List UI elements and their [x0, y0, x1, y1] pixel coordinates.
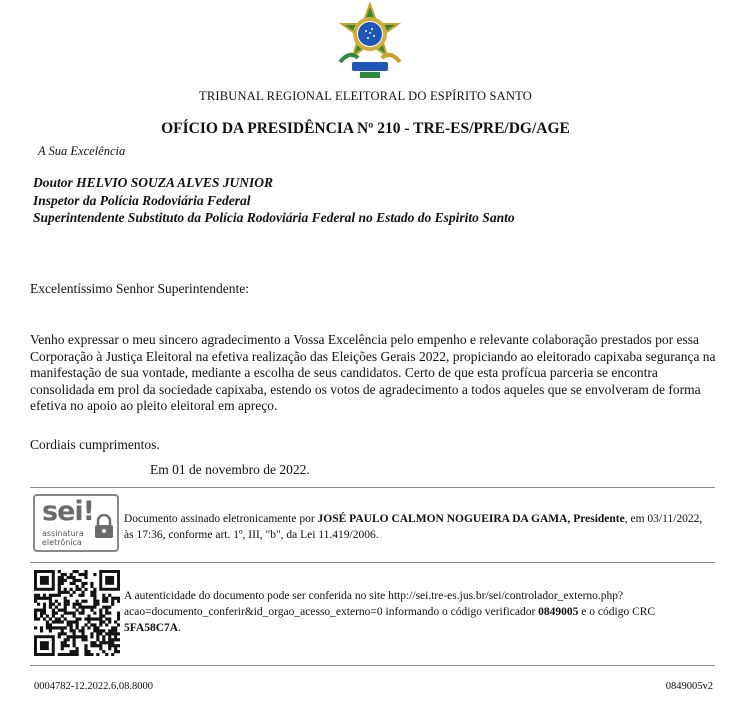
sei-logo-word: sei!	[42, 496, 94, 527]
date-line: Em 01 de novembro de 2022.	[150, 462, 310, 477]
divider	[30, 665, 715, 666]
recipient-position: Superintendente Substituto da Polícia Rodoviária Federal no Estado do Espirito Santo	[33, 210, 515, 225]
recipient-role: Inspetor da Polícia Rodoviária Federal	[33, 192, 251, 208]
divider	[30, 487, 715, 488]
recipient-greeting: A Sua Excelência	[38, 144, 126, 158]
salutation: Excelentíssimo Senhor Superintendente:	[30, 281, 249, 296]
qr-code-icon	[34, 570, 120, 656]
qr-code	[34, 570, 120, 656]
lock-icon	[93, 514, 115, 540]
court-name: TRIBUNAL REGIONAL ELEITORAL DO ESPÍRITO SANTO	[199, 89, 532, 103]
signature-text: Documento assinado eletronicamente por JOSÉ PAULO CALMON NOGUEIRA DA GAMA, Presidente, em 03/11/2022, às 17:36, conforme art. 1º, III, "b", da Lei 11.419/2006.	[124, 513, 703, 541]
authenticity-text: A autenticidade do documento pode ser conferida no site http://sei.tre-es.jus.br/sei/controlador_externo.php?acao=documento_conferir&id_orgao_acesso_externo=0 informando o código verificador 0849005 e o código CRC 5FA58C7A.	[124, 590, 656, 634]
recipient-name: Doutor HELVIO SOUZA ALVES JUNIOR	[33, 175, 274, 190]
crc-code: 5FA58C7A	[124, 622, 179, 634]
recipient-block	[33, 174, 515, 227]
process-number: 0004782-12.2022.6.08.8000	[34, 681, 153, 692]
verifier-code: 0849005	[538, 606, 579, 618]
document-version: 0849005v2	[665, 681, 713, 692]
brazil-coat-of-arms-icon	[330, 2, 410, 84]
sei-signature-logo	[33, 494, 119, 552]
letter-body: Venho expressar o meu sincero agradecimento a Vossa Excelência pelo empenho e relevante colaboração prestados por essa Corporação à Justiça Eleitoral na efetiva realização das Eleições Gerais 2022, propiciando ao eleitorado capixaba segurança na manifestação de sua vontade, mediante a escolha de seus candidatos. Certo de que esta profícua parceria se encontra consolidada em prol da sociedade capixaba, estendo os votos de agradecimento a todos aqueles que se envolveram de forma efetiva no apoio ao pleito eleitoral em apreço.	[30, 332, 716, 413]
signer-name: JOSÉ PAULO CALMON NOGUEIRA DA GAMA	[317, 513, 568, 525]
sei-logo-subtitle: assinatura eletrônica	[42, 529, 84, 547]
closing: Cordiais cumprimentos.	[30, 437, 160, 452]
coat-of-arms	[330, 2, 410, 84]
divider	[30, 562, 715, 563]
office-title: OFÍCIO DA PRESIDÊNCIA Nº 210 - TRE-ES/PRE/DG/AGE	[161, 120, 570, 137]
signer-role: , Presidente	[567, 513, 625, 525]
